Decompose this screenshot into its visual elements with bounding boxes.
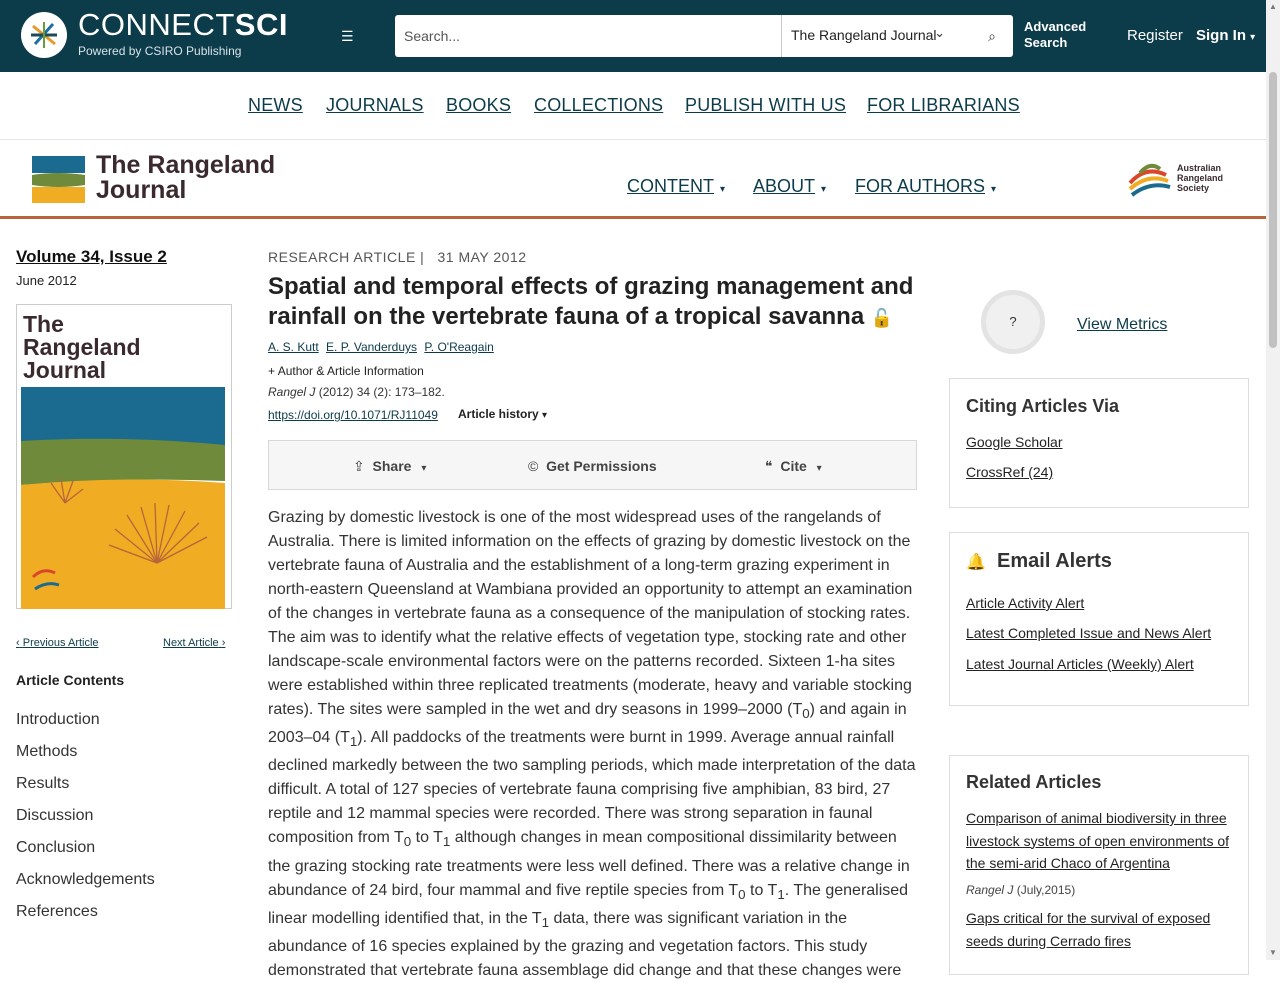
society-name xyxy=(1177,163,1223,193)
chevron-left-icon: ‹ xyxy=(16,637,20,649)
journal-cover-image[interactable] xyxy=(16,304,232,609)
article-title-text: Spatial and temporal effects of grazing management and rainfall on the vertebrate fauna of a tropical savanna xyxy=(268,273,914,330)
related-article-link[interactable]: Comparison of animal biodiversity in three livestock systems of open environments of the semi-arid Chaco of Argentina xyxy=(966,810,1230,871)
abstract-segment: Grazing by domestic livestock is one of the most widespread uses of the rangelands of Australia. There is limited information on the effects of grazing by domestic livestock on the vertebrate fauna of Australia and the establishment of a long-term grazing experiment in north-eastern Queensland at Wambiana provided an opportunity to attempt an examination of the changes in vertebrate fauna as a consequence of the manipulation of stocking rates. The aim was to identify what the relative effects of vegetation type, stocking rate and other landscape-scale environmental factors were on the patterns recorded. Sixteen 1-ha sites were established within three replicated treatments (moderate, heavy and variable stocking rates). The sites were sampled in the wet and dry seasons in 1999–2000 (T xyxy=(268,509,913,718)
chevron-down-icon: ▾ xyxy=(720,184,726,195)
quote-icon: ❝ xyxy=(765,458,773,474)
cover-artwork xyxy=(17,385,231,610)
abstract-segment: data, there was significant variation in the abundance of 16 species explained by the grazing and vegetation factors. This study demonstrated that vertebrate fauna assemblage did change and that these changes were xyxy=(268,909,902,979)
related-article-journal: Rangel J xyxy=(966,883,1014,897)
scrollbar-thumb[interactable] xyxy=(1269,72,1277,348)
article-history-toggle[interactable] xyxy=(458,407,547,421)
abstract-segment: to T xyxy=(745,881,778,899)
plus-icon: + xyxy=(268,364,276,378)
scroll-down-icon[interactable]: ▼ xyxy=(1269,948,1277,957)
abstract-segment: although changes in mean compositional dissimilarity between the grazing stocking rate treatments were less well defined. There was a relative change in abundance of 24 bird, four mammal and five reptile species from T xyxy=(268,829,910,899)
abstract-subscript: 1 xyxy=(777,886,785,902)
volume-issue-link[interactable]: Volume 34, Issue 2 xyxy=(16,247,167,266)
sign-in-link[interactable] xyxy=(1196,27,1255,44)
article-title xyxy=(268,272,928,333)
article-history-label: Article history xyxy=(458,407,539,421)
abstract-text xyxy=(268,506,918,983)
email-alerts-heading xyxy=(966,550,1112,573)
related-articles-heading: Related Articles xyxy=(966,772,1102,792)
toc-results[interactable]: Results xyxy=(16,775,70,792)
google-scholar-link[interactable]: Google Scholar xyxy=(966,434,1063,450)
previous-article-label: Previous Article xyxy=(22,637,99,649)
abstract-segment: ). All paddocks of the treatments were burnt in 1999. Average annual rainfall declined markedly between the two sampling periods, which made interpretation of the data difficult. A total of 127 species of vertebrate fauna comprising five amphibian, 83 bird, 27 reptile and 12 mammal species were recorded. There was strong separation in faunal composition from T xyxy=(268,729,916,847)
search-scope-select[interactable] xyxy=(781,15,971,57)
doi-link[interactable]: https://doi.org/10.1071/RJ11049 xyxy=(268,408,438,422)
email-alerts-heading-text: Email Alerts xyxy=(997,550,1112,572)
abstract-subscript: 1 xyxy=(349,734,358,750)
author-link[interactable]: A. S. Kutt xyxy=(268,340,319,354)
abstract-segment: . The generalised linear modelling identified that, in the T xyxy=(268,881,909,927)
toc-conclusion[interactable]: Conclusion xyxy=(16,839,96,856)
view-metrics-link[interactable]: View Metrics xyxy=(1077,316,1168,333)
nav-about-label: ABOUT xyxy=(753,176,816,196)
share-icon: ⇪ xyxy=(353,458,365,474)
nav-for-librarians[interactable]: FOR LIBRARIANS xyxy=(867,95,1020,115)
search-scope-value: The Rangeland Journal xyxy=(791,27,937,43)
nav-about[interactable] xyxy=(753,176,826,197)
abstract-subscript: 1 xyxy=(442,834,451,850)
permissions-icon: © xyxy=(528,458,539,474)
chevron-down-icon: ▾ xyxy=(816,463,822,474)
brand-tagline: Powered by CSIRO Publishing xyxy=(78,44,242,58)
journal-header xyxy=(0,141,1266,219)
get-permissions-label: Get Permissions xyxy=(546,458,657,474)
advanced-search-link[interactable]: Advanced Search xyxy=(1024,19,1087,50)
nav-publish-with-us[interactable]: PUBLISH WITH US xyxy=(685,95,847,115)
abstract-subscript: 0 xyxy=(738,886,746,902)
journal-title-line-2: Journal xyxy=(96,176,187,204)
article-tools-bar xyxy=(268,440,917,490)
author-info-label: Author & Article Information xyxy=(277,364,424,378)
toc-methods[interactable]: Methods xyxy=(16,743,78,760)
main-navigation xyxy=(0,72,1266,140)
society-name-line-2: Rangeland xyxy=(1177,173,1224,183)
search-bar xyxy=(395,15,1013,57)
next-article-link[interactable] xyxy=(163,637,225,649)
cite-label: Cite xyxy=(780,458,807,474)
abstract-subscript: 1 xyxy=(541,914,550,930)
journal-abbreviation: Rangel J xyxy=(268,385,316,399)
chevron-down-icon: ⌄ xyxy=(934,25,945,40)
related-articles-panel xyxy=(949,755,1249,975)
article-meta: RESEARCH ARTICLE | 31 MAY 2012 xyxy=(268,249,527,265)
chevron-down-icon: ▾ xyxy=(1250,32,1256,43)
latest-issue-alert-link[interactable]: Latest Completed Issue and News Alert xyxy=(966,625,1212,641)
brand-wordmark[interactable]: CONNECTSCI xyxy=(78,7,288,42)
cover-title-line-1: The xyxy=(23,311,64,337)
search-icon[interactable]: ⌕ xyxy=(988,28,996,44)
citation-details: (2012) 34 (2): 173–182. xyxy=(318,385,445,399)
top-header xyxy=(0,0,1266,72)
chevron-down-icon: ▾ xyxy=(991,184,997,195)
author-link[interactable]: E. P. Vanderduys xyxy=(326,340,417,354)
menu-icon[interactable]: ☰ xyxy=(341,28,354,44)
related-article-source xyxy=(966,883,1075,897)
journal-title-line-1: The Rangeland xyxy=(96,151,276,179)
abstract-subscript: 0 xyxy=(403,834,412,850)
toc-introduction[interactable]: Introduction xyxy=(16,711,100,728)
chevron-right-icon: › xyxy=(221,637,226,649)
nav-news[interactable]: NEWS xyxy=(248,95,303,115)
citing-articles-panel xyxy=(949,378,1249,508)
abstract-subscript: 0 xyxy=(802,706,810,722)
nav-content-label: CONTENT xyxy=(627,176,714,196)
article-type: RESEARCH ARTICLE xyxy=(268,249,416,265)
author-info-toggle[interactable] xyxy=(268,364,424,378)
search-input[interactable] xyxy=(395,15,781,57)
metrics-badge-value: ? xyxy=(1009,314,1017,329)
toc-discussion[interactable]: Discussion xyxy=(16,807,94,824)
get-permissions-button[interactable] xyxy=(528,458,657,474)
abstract-segment: ) and again in 2003–04 (T xyxy=(268,701,907,747)
share-label: Share xyxy=(372,458,412,474)
journal-title[interactable] xyxy=(96,153,275,203)
toc-references[interactable]: References xyxy=(16,903,98,920)
weekly-articles-alert-link[interactable]: Latest Journal Articles (Weekly) Alert xyxy=(966,656,1194,672)
society-logo-icon[interactable] xyxy=(1126,157,1176,199)
cover-title-line-2: Rangeland xyxy=(23,334,141,360)
sign-in-label: Sign In xyxy=(1196,27,1246,44)
citing-articles-heading: Citing Articles Via xyxy=(966,396,1120,416)
chevron-down-icon: ▾ xyxy=(821,184,827,195)
nav-for-authors-label: FOR AUTHORS xyxy=(855,176,986,196)
article-date: 31 MAY 2012 xyxy=(437,249,527,265)
open-access-icon: 🔓 xyxy=(870,308,894,328)
author-link[interactable]: P. O'Reagain xyxy=(424,340,494,354)
nav-collections[interactable]: COLLECTIONS xyxy=(534,95,664,115)
crossref-link[interactable]: CrossRef (24) xyxy=(966,464,1054,480)
cite-button[interactable] xyxy=(765,458,822,475)
email-alerts-panel xyxy=(949,532,1249,706)
nav-books[interactable]: BOOKS xyxy=(446,95,512,115)
register-link[interactable]: Register xyxy=(1127,27,1183,44)
scroll-up-icon[interactable]: ▲ xyxy=(1269,2,1277,11)
next-article-label: Next Article xyxy=(163,637,219,649)
journal-logo-icon[interactable] xyxy=(32,156,85,203)
bell-icon: 🔔 xyxy=(966,554,986,571)
share-button[interactable] xyxy=(353,458,426,475)
author-list xyxy=(268,340,498,354)
related-article-link[interactable]: Gaps critical for the survival of exposed seeds during Cerrado fires xyxy=(966,910,1211,949)
citation-line xyxy=(268,385,445,399)
cover-title-line-3: Journal xyxy=(23,357,107,383)
chevron-down-icon: ▾ xyxy=(421,463,427,474)
society-name-line-1: Australian xyxy=(1177,163,1222,173)
connectsci-logo-icon[interactable] xyxy=(21,12,67,58)
cover-title xyxy=(23,313,141,382)
society-name-line-3: Society xyxy=(1177,183,1210,193)
issue-date: June 2012 xyxy=(16,273,77,288)
metrics-badge[interactable] xyxy=(981,290,1045,354)
article-activity-alert-link[interactable]: Article Activity Alert xyxy=(966,595,1085,611)
toc-acknowledgements[interactable]: Acknowledgements xyxy=(16,871,155,888)
page-scrollbar[interactable] xyxy=(1266,0,1280,960)
abstract-segment: to T xyxy=(411,829,443,847)
nav-for-authors[interactable] xyxy=(855,176,996,197)
previous-article-link[interactable] xyxy=(16,637,99,649)
article-contents-heading: Article Contents xyxy=(16,672,125,688)
chevron-down-icon: ▾ xyxy=(542,410,548,421)
nav-journals[interactable]: JOURNALS xyxy=(326,95,424,115)
nav-content[interactable] xyxy=(627,176,725,197)
related-article-date: (July,2015) xyxy=(1016,883,1076,897)
